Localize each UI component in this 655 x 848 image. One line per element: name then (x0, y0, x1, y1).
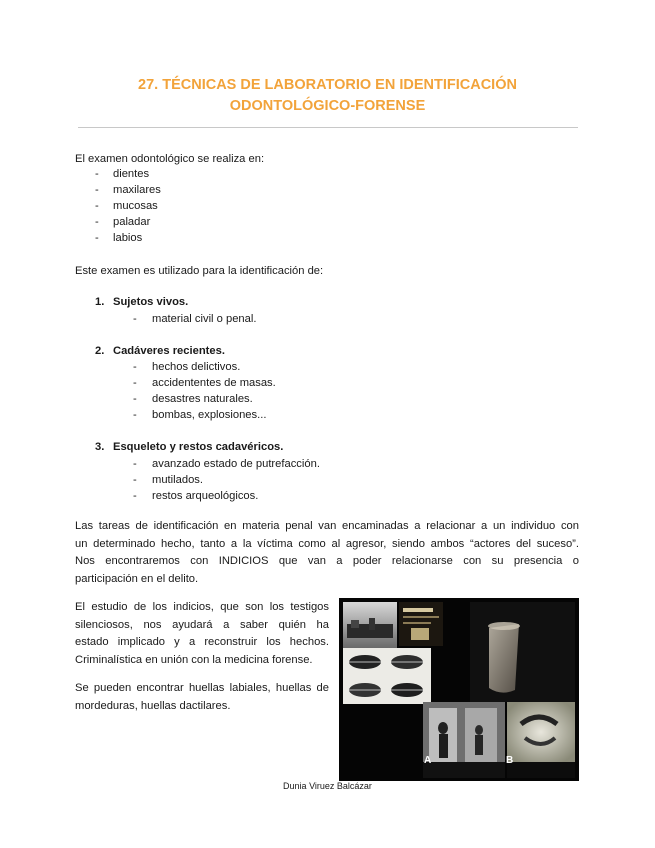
list-item: avanzado estado de putrefacción. (152, 458, 320, 470)
list-item: desastres naturales. (152, 393, 253, 405)
list-bullet: - (95, 232, 99, 244)
list-item: restos arqueológicos. (152, 490, 259, 502)
paragraph-line: Se pueden encontrar huellas labiales, huellas de (75, 682, 329, 694)
list-bullet: - (133, 313, 137, 325)
list-item: paladar (113, 216, 151, 228)
paragraph-identification (75, 518, 579, 588)
list-bullet: - (133, 458, 137, 470)
paragraph-huellas (75, 680, 329, 715)
list-bullet: - (95, 200, 99, 212)
paragraph-line: silenciosos, nos ayudará a saber quién ha (75, 618, 329, 631)
paragraph-line: Criminalística en unión con la medicina forense. (75, 653, 313, 666)
paragraph-line: estado implicado y a reconstruir los hechos. (75, 636, 329, 649)
group-title: Esqueleto y restos cadavéricos. (113, 441, 284, 453)
page-footer-author: Dunia Viruez Balcázar (283, 781, 372, 791)
list-item: mutilados. (152, 474, 203, 486)
list-bullet: - (133, 377, 137, 389)
list-bullet: - (95, 216, 99, 228)
group-title: Cadáveres recientes. (113, 345, 225, 357)
paragraph-line: Nos encontraremos con INDICIOS que van a poder relacionarse con su presencia o (75, 555, 579, 568)
figure-label-b: B (506, 755, 514, 766)
group-title: Sujetos vivos. (113, 296, 189, 308)
list-item: dientes (113, 168, 150, 180)
list-bullet: - (133, 361, 137, 373)
forensic-evidence-photo (339, 598, 579, 781)
group-number: 3. (95, 441, 105, 453)
group-number: 1. (95, 296, 105, 308)
list-item: material civil o penal. (152, 313, 257, 325)
exam-intro: El examen odontológico se realiza en: (75, 153, 265, 165)
paragraph-line: Las tareas de identificación en materia penal van encaminadas a relacionar a un individuo con (75, 520, 579, 532)
list-bullet: - (133, 474, 137, 486)
paragraph-indicios (75, 599, 329, 669)
list-item: maxilares (113, 184, 161, 196)
group-number: 2. (95, 345, 105, 357)
title-divider (78, 127, 578, 128)
list-item: accidententes de masas. (152, 377, 276, 389)
page-title-line-1: 27. TÉCNICAS DE LABORATORIO EN IDENTIFICACIÓN (138, 77, 517, 93)
list-bullet: - (95, 168, 99, 180)
paragraph-line: mordeduras, huellas dactilares. (75, 699, 231, 712)
list-item: mucosas (113, 200, 158, 212)
paragraph-line: un determinado hecho, tanto a la víctima como al agresor, siendo ambos “actores del suceso”. (75, 537, 579, 550)
list-item: bombas, explosiones... (152, 409, 267, 421)
list-bullet: - (133, 490, 137, 502)
list-item: hechos delictivos. (152, 361, 241, 373)
page-title-line-2: ODONTOLÓGICO-FORENSE (229, 98, 426, 114)
photo-collage-graphic (339, 598, 579, 781)
list-item: labios (113, 232, 143, 244)
list-bullet: - (95, 184, 99, 196)
paragraph-line: El estudio de los indicios, que son los testigos (75, 601, 329, 613)
paragraph-line: participación en el delito. (75, 572, 199, 585)
usage-intro: Este examen es utilizado para la identificación de: (75, 265, 324, 277)
figure-label-a: A (424, 755, 432, 766)
list-bullet: - (133, 409, 137, 421)
list-bullet: - (133, 393, 137, 405)
